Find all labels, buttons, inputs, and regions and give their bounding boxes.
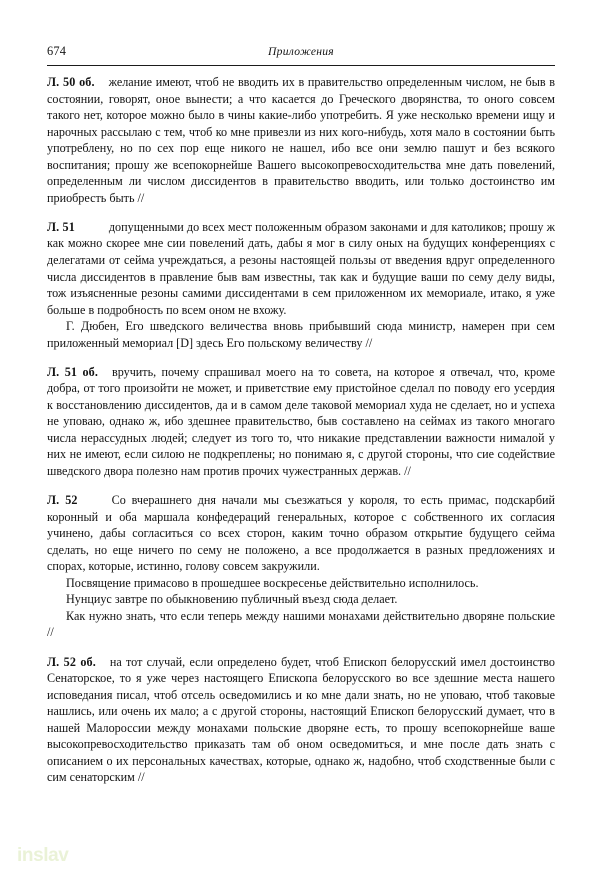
body-text-column bbox=[47, 74, 555, 798]
paragraph: Посвящение примасово в прошедшее воскресенье действительно исполнилось. bbox=[66, 575, 479, 590]
folio-marker: Л. 52 об. bbox=[47, 654, 96, 669]
running-title: Приложения bbox=[268, 45, 334, 58]
page-number: 674 bbox=[47, 44, 67, 58]
paragraph-text: желание имеют, чтоб не вводить их в правительство определенным числом, не быв в состоянии, говорят, оное вынести; а что касается до Греческого дворянства, то оного совсем такого нет, которое можно было в чины какие-либо употребить. Я уже несколько времени ищу и нарочных рассылаю с тем, чтоб ко мне привезли из них кого-нибудь, хотя мало в состоянии быть употреблену, но по сех пор еще никого не нашел, ибо все они землю пашут и без всякого воспитания; прошу же всепокорнейше Вашего высокопревосходительства мне дать повелений, определенным ли числом диссидентов в правительство вводить, или только достоинство им приобресть быть // bbox=[47, 75, 555, 205]
paragraph: Как нужно знать, что если теперь между нашими монахами действительно дворяне польские // bbox=[47, 608, 555, 640]
paragraph-text: вручить, почему спрашивал моего на то совета, на которое я отвечал, что, кроме добра, от того произойти не может, и приветствие ему пристойное сделал по поводу его усердия к восстановлению диссидентов, да и в самом деле таковой мемориал худа не сделает, но и успеха не уповаю, однако ж, ибо здешнее правительство, быв составлено на сеймах из такого многаго числа нерассудных людей; следует из того то, что никакие представлении важности нималой у них не имеют, если силою не подкреплены; но понимаю я, с другой стороны, что сие содействие шведского двора полезно нам против прочих чужестранных держав. // bbox=[47, 364, 556, 479]
folio-marker: Л. 51 bbox=[47, 219, 75, 234]
paragraph bbox=[47, 492, 555, 575]
running-head bbox=[47, 43, 555, 66]
paragraph bbox=[47, 364, 555, 480]
paragraph: Г. Дюбен, Его шведского величества вновь прибывший сюда министр, намерен при сем приложенный мемориал [D] здесь Его польскому величеству // bbox=[47, 319, 555, 350]
paragraph-text: Со вчерашнего дня начали мы съезжаться у короля, то есть примас, подскарбий коронный и оба маршала конфедераций генеральных, которое с собственного их согласия учинено, дабы согласиться со всех сторон, каким точно образом открытие будущего сейма сделать, но еще ничего по сему не положено, а все продолжается в разных предложениях и спорах, которые, истинно, голову совсем закружили. bbox=[47, 493, 555, 574]
paragraph bbox=[47, 74, 555, 206]
folio-marker: Л. 51 об. bbox=[47, 364, 98, 379]
paragraph bbox=[47, 654, 555, 786]
paragraph-text: на тот случай, если определено будет, чтоб Епископ белорусский имел достоинство Сенаторское, то я уже через настоящего Епископа белорусского во все здешние места нашего исповедания писал, чтоб отсель осведомились и ко мне дали знать, но не уповаю, чтоб таковые нашлись, или очень их мало; а с другой стороны, настоящий Епископ белорусский думает, что в нашей Малороссии между монахами польские дворяне есть, то прошу всепокорнейше ваше высокопревосходительство приказать там об оном осведомиться, и мне после дать знать с описанием о их персональных качествах, которые, однако ж, надобно, чтоб сходственные были с сим сенаторским // bbox=[47, 654, 555, 785]
folio-marker: Л. 50 об. bbox=[47, 75, 95, 89]
paragraph bbox=[47, 219, 555, 318]
archival-entry bbox=[47, 74, 555, 206]
archival-entry bbox=[47, 219, 555, 351]
archival-entry bbox=[47, 492, 555, 641]
inslav-watermark: inslav bbox=[17, 845, 69, 866]
folio-marker: Л. 52 bbox=[47, 493, 78, 508]
paragraph: Нунциус завтре по обыкновению публичный въезд сюда делает. bbox=[66, 592, 398, 607]
archival-entry bbox=[47, 364, 555, 480]
paragraph-text: допущенными до всех мест положенным образом законами и для католиков; прошу ж как можно скорее мне сии повелений дать, дабы я мог в силу оных на будущих конференциях с делегатами от сейма учреждаться, а резоны настоящей пользы от введения вдруг определенного числа диссидентов в правление быв вам известны, так как и будущие ваши по сему делу виды, тож изъясненные резоны самими диссидентами в сем приложенном их мемориале, итако, я уже больше в подробность по всем оном не вхожу. bbox=[47, 219, 555, 317]
archival-entry bbox=[47, 654, 555, 786]
